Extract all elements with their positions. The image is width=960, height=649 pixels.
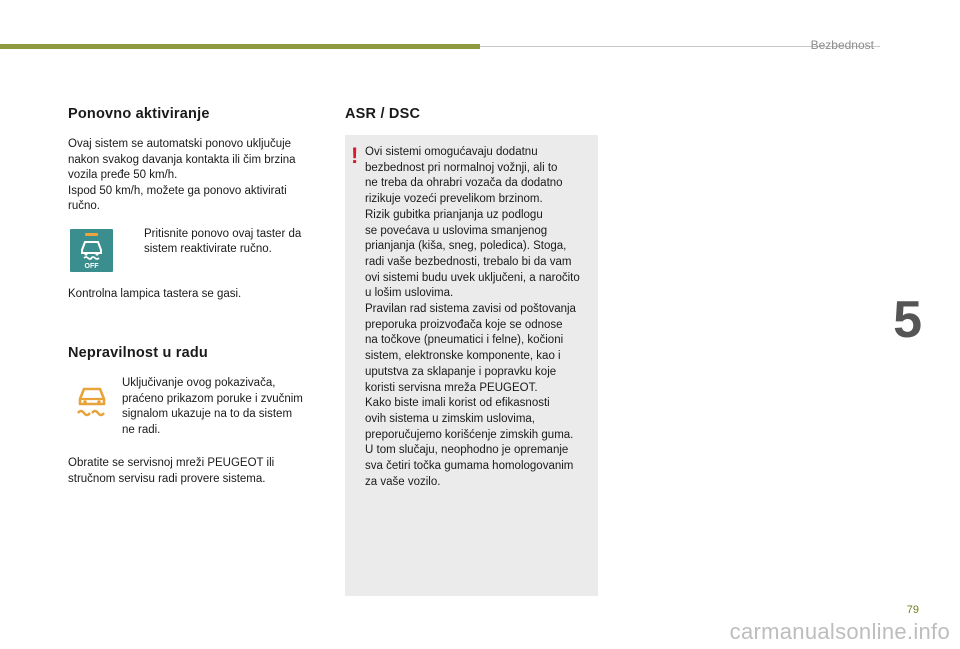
instruction-text — [120, 227, 310, 258]
section-title: Bezbednost — [810, 38, 874, 52]
lamp-off-note: Kontrolna lampica tastera se gasi. — [68, 287, 242, 300]
warning-text: Uključivanje ovog pokazivača, praćeno prikazom poruke i zvučnim signalom ukazuje na to da sistem ne radi. — [122, 377, 303, 436]
esp-off-button-icon — [70, 229, 113, 272]
left-column — [68, 106, 328, 487]
malfunction-heading: Nepravilnost u radu — [68, 345, 208, 361]
alert-text: Ovi sistemi omogućavaju dodatnu bezbednost pri normalnoj vožnji, ali to ne treba da ohrabri vozača da dodatno rizikuje vozeći prevelikom brzinom. Rizik gubitka prianjanja uz podlogu se povećava u uslovima smanjenog prianjanja (kiša, sneg, poledica). Stoga, radi vaše bezbednosti, trebalo bi da vam ovi sistemi budu uvek uključeni, a naročito u lošim uslovima. Pravilan rad sistema zavisi od poštovanja preporuka proizvođača koje se odnose na točkove (pneumatici i felne), kočioni sistem, elektronske komponente, kao i uputstva za sklapanje i popravku koje koristi servisna mreža PEUGEOT. Kako biste imali korist od efikasnosti ovih sistema u zimskim uslovima, preporučujemo korišćenje zimskih guma. U tom slučaju, neophodno je opremanje sva četiri točka gumama homologovanim za vaše vozilo. — [365, 146, 580, 488]
malfunction-warning — [68, 376, 328, 446]
reactivation-paragraph: Ovaj sistem se automatski ponovo uključuje nakon svakog davanja kontakta ili čim brzina vozila pređe 50 km/h. Ispod 50 km/h, možete ga ponovo aktivirati ručno. — [68, 138, 296, 212]
service-paragraph: Obratite se servisnoj mreži PEUGEOT ili stručnom servisu radi provere sistema. — [68, 457, 275, 485]
watermark: carmanualsonline.info — [729, 619, 950, 644]
chapter-number: 5 — [893, 291, 922, 349]
reactivation-heading: Ponovno aktiviranje — [68, 106, 210, 122]
instruction-body: Pritisnite ponovo ovaj taster da sistem reaktivirate ručno. — [144, 227, 302, 255]
skid-warning-icon — [72, 380, 112, 420]
asr-dsc-heading: ASR / DSC — [345, 106, 421, 122]
page-number: 79 — [906, 604, 919, 616]
header-accent-bar — [0, 44, 480, 49]
safety-alert-box — [345, 135, 598, 596]
reactivation-instruction — [68, 229, 328, 275]
off-label: OFF — [84, 262, 99, 270]
exclamation-icon: ! — [351, 143, 359, 168]
